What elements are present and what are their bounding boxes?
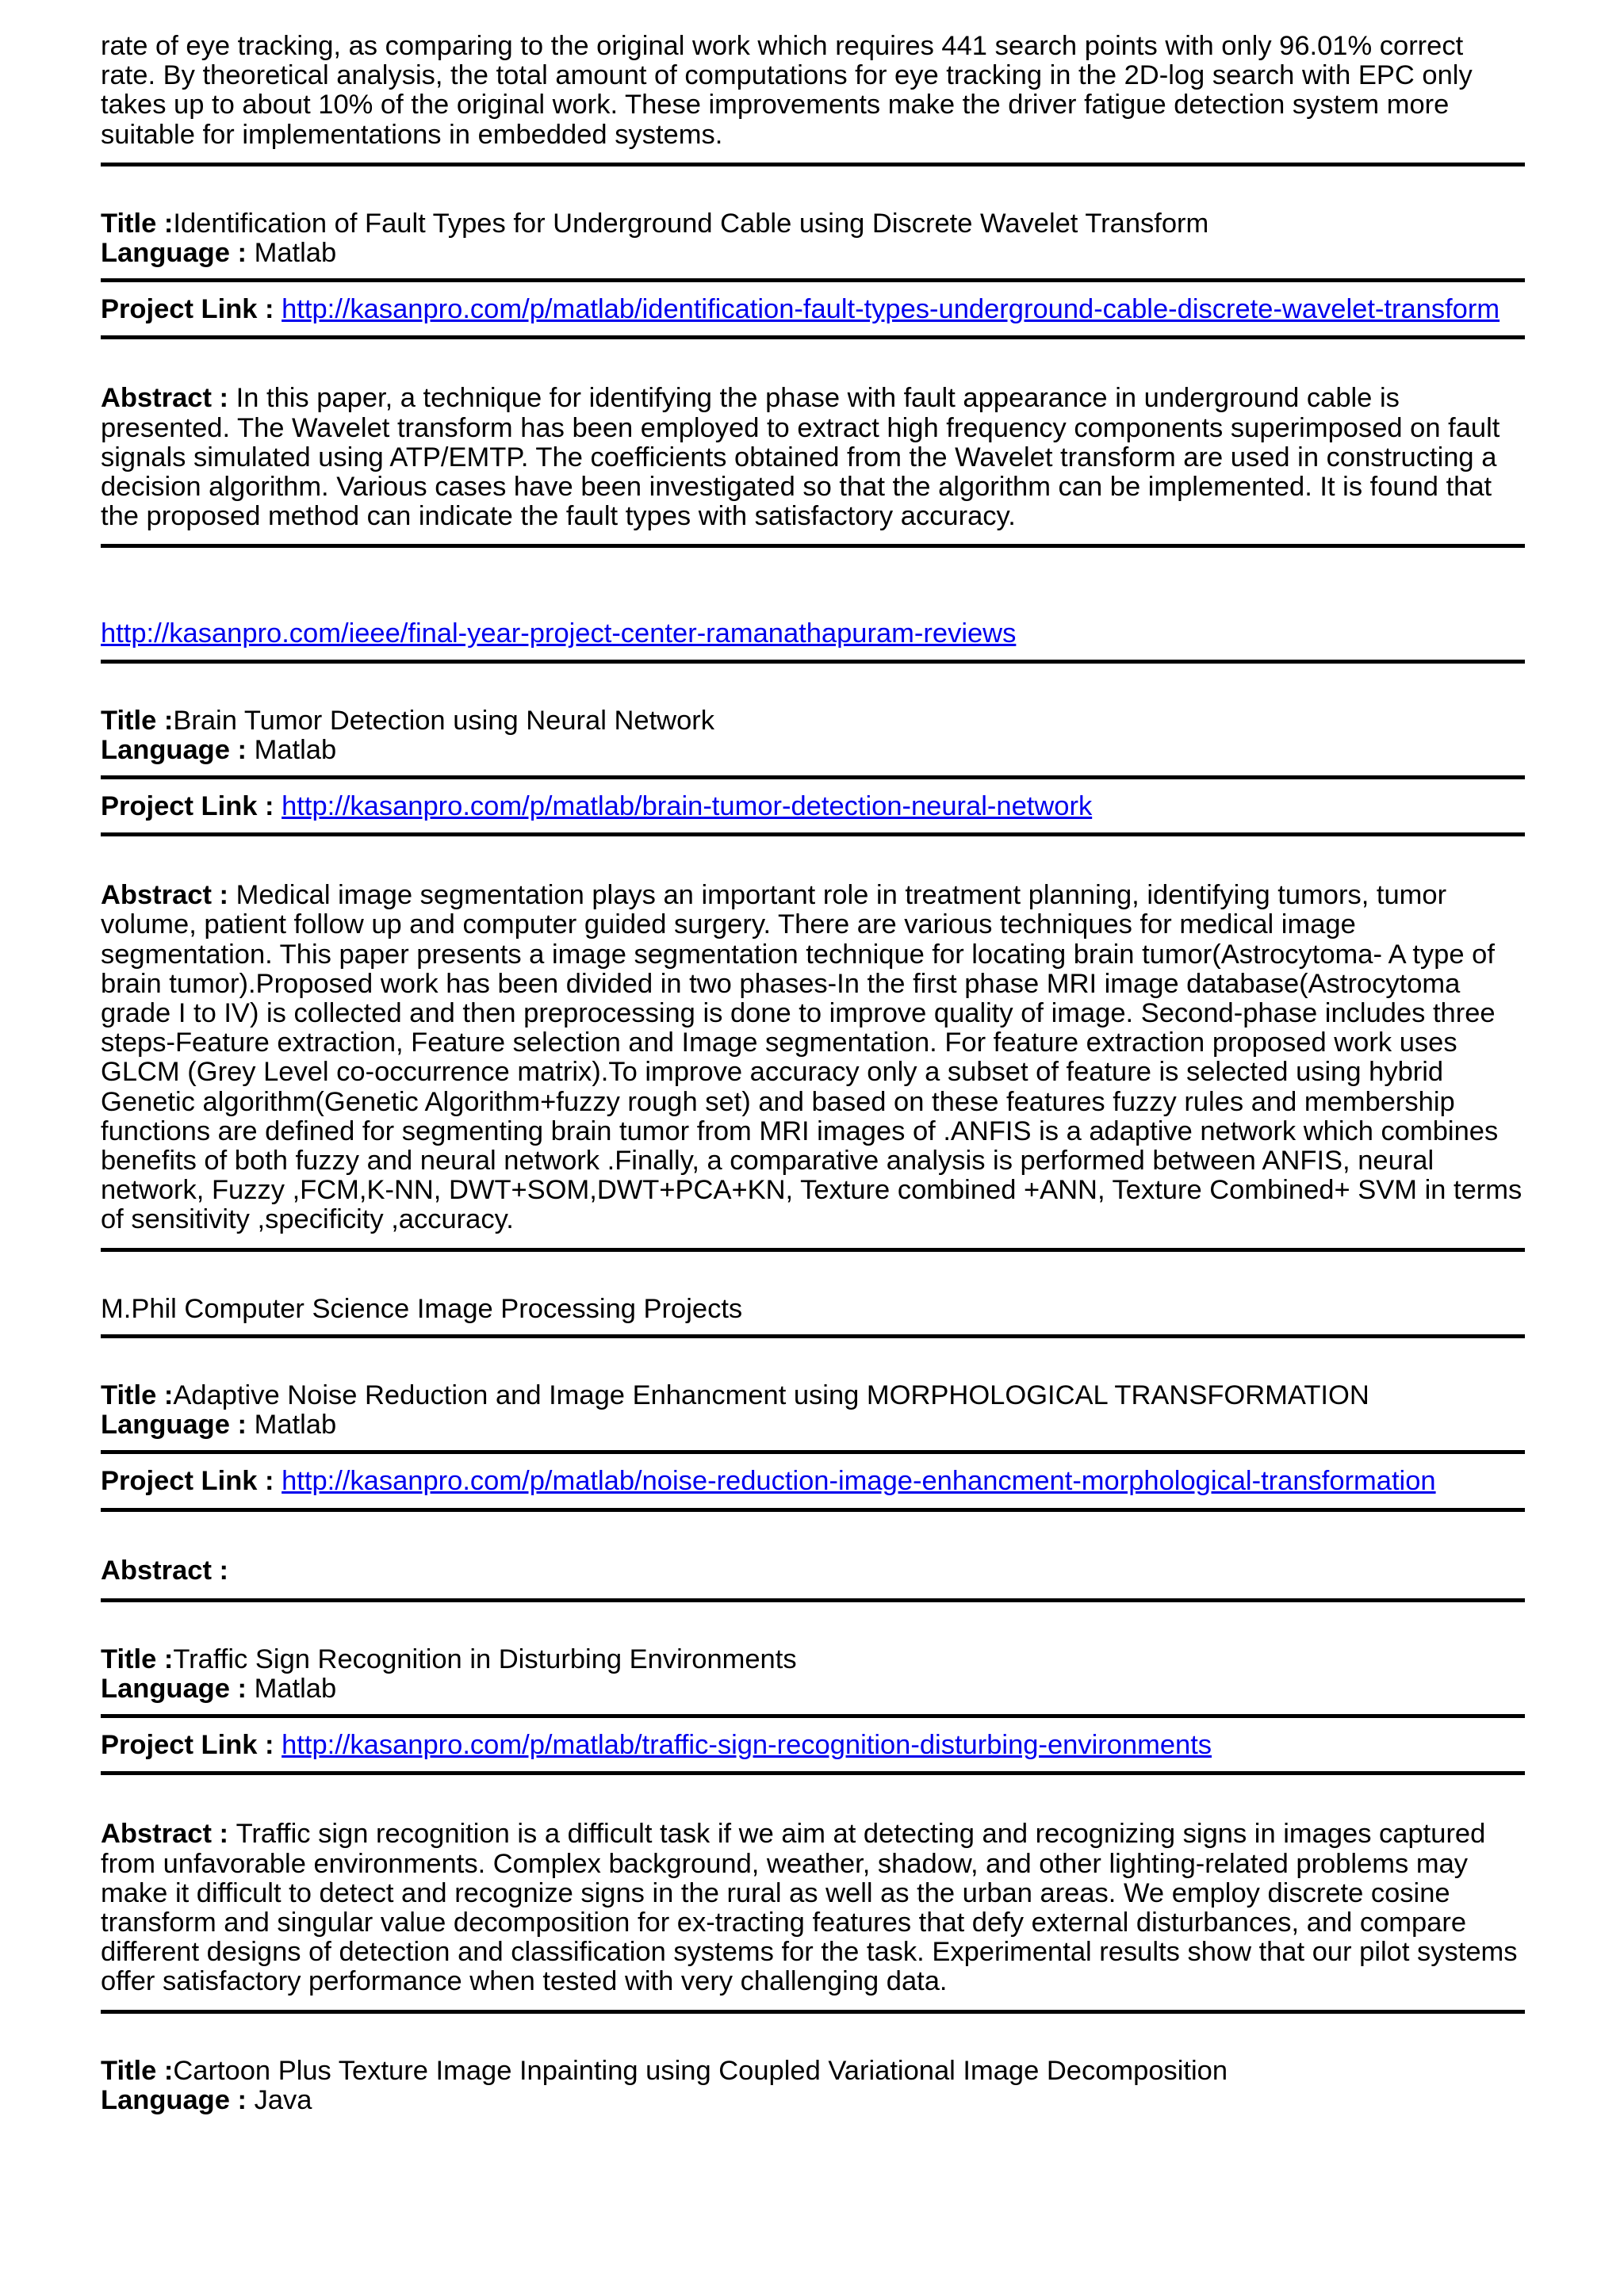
reviews-link[interactable]: http://kasanpro.com/ieee/final-year-project-center-ramanathapuram-reviews [101, 618, 1017, 649]
project-link-line [101, 792, 1525, 821]
abstract-paragraph [101, 384, 1525, 531]
title-line [101, 1645, 1525, 1674]
project-link[interactable]: http://kasanpro.com/p/matlab/brain-tumor-detection-neural-network [282, 791, 1093, 822]
language-line [101, 736, 1525, 765]
title-line [101, 1381, 1525, 1410]
divider [101, 335, 1525, 339]
title-line [101, 706, 1525, 736]
abstract-text: Medical image segmentation plays an important role in treatment planning, identifying tumors, tumor volume, patient follow up and computer guided surgery. There are various techniques for medical image segmentation. This paper presents a image segmentation technique for locating brain tumor(Astrocytoma- A type of brain tumor).Proposed work has been divided in two phases-In the first phase MRI image database(Astrocytoma grade I to IV) is collected and then preprocessing is done to improve quality of image. Second-phase includes three steps-Feature extraction, Feature selection and Image segmentation. For feature extraction proposed work uses GLCM (Grey Level co-occurrence matrix).To improve accuracy only a subset of feature is selected using hybrid Genetic algorithm(Genetic Algorithm+fuzzy rough set) and based on these features fuzzy rules and membership functions are defined for segmenting brain tumor from MRI images of .ANFIS is a adaptive network which combines benefits of both fuzzy and neural network .Finally, a comparative analysis is performed between ANFIS, neural network, Fuzzy ,FCM,K-NN, DWT+SOM,DWT+PCA+KN, Texture combined +ANN, Texture Combined+ SVM in terms of sensitivity ,specificity ,accuracy. [101, 880, 1522, 1235]
project-link-line [101, 295, 1525, 324]
language-label: Language : [101, 2084, 255, 2115]
project-link-line [101, 1731, 1525, 1760]
project-entry [101, 706, 1525, 1252]
project-title: Cartoon Plus Texture Image Inpainting using Coupled Variational Image Decomposition [173, 2055, 1228, 2086]
project-link-label: Project Link : [101, 1466, 282, 1497]
intro-paragraph: rate of eye tracking, as comparing to the original work which requires 441 search points with only 96.01% correct rate. By theoretical analysis, the total amount of computations for eye tracking in the 2D-log search with EPC only takes up to about 10% of the original work. These improvements make the driver fatigue detection system more suitable for implementations in embedded systems. [101, 31, 1473, 150]
language-line [101, 239, 1525, 268]
project-entry [101, 1381, 1525, 1602]
project-link-label: Project Link : [101, 1730, 282, 1761]
project-link-line [101, 1467, 1525, 1496]
abstract-paragraph [101, 1820, 1525, 1996]
title-label: Title : [101, 208, 174, 239]
divider [101, 278, 1525, 282]
abstract-text: In this paper, a technique for identifying the phase with fault appearance in underground cable is presented. The Wavelet transform has been employed to extract high frequency components superimposed on fault signals simulated using ATP/EMTP. The coefficients obtained from the Wavelet transform are used in constructing a decision algorithm. Various cases have been investigated so that the algorithm can be implemented. It is found that the proposed method can indicate the fault types with satisfactory accuracy. [101, 383, 1500, 532]
language-label: Language : [101, 1410, 255, 1441]
project-title: Adaptive Noise Reduction and Image Enhancment using MORPHOLOGICAL TRANSFORMATION [173, 1380, 1369, 1410]
divider [101, 832, 1525, 836]
language-line [101, 1674, 1525, 1704]
project-link[interactable]: http://kasanpro.com/p/matlab/identification-fault-types-underground-cable-discrete-wavelet-transform [282, 294, 1500, 325]
language-line [101, 1410, 1525, 1440]
language-line [101, 2086, 1525, 2115]
divider [101, 1450, 1525, 1454]
divider [101, 1248, 1525, 1252]
title-label: Title : [101, 1380, 174, 1410]
divider [101, 163, 1525, 166]
project-language: Matlab [254, 238, 337, 269]
project-title: Traffic Sign Recognition in Disturbing Environments [173, 1644, 797, 1674]
title-line [101, 2057, 1525, 2086]
language-label: Language : [101, 1673, 255, 1704]
abstract-label: Abstract : [101, 880, 236, 911]
abstract-paragraph [101, 881, 1525, 1234]
project-title: Brain Tumor Detection using Neural Network [173, 705, 714, 736]
project-link-label: Project Link : [101, 791, 282, 822]
abstract-label: Abstract : [101, 1819, 236, 1850]
title-label: Title : [101, 705, 174, 736]
project-link[interactable]: http://kasanpro.com/p/matlab/traffic-sign-recognition-disturbing-environments [282, 1730, 1212, 1761]
project-link[interactable]: http://kasanpro.com/p/matlab/noise-reduction-image-enhancment-morphological-transformation [282, 1466, 1436, 1497]
divider [101, 1714, 1525, 1718]
project-language: Matlab [254, 734, 337, 765]
divider [101, 1771, 1525, 1775]
abstract-paragraph [101, 1556, 1525, 1586]
abstract-label: Abstract : [101, 1555, 229, 1586]
language-label: Language : [101, 734, 255, 765]
divider [101, 2010, 1525, 2014]
page-content [101, 32, 1525, 2115]
title-label: Title : [101, 1644, 174, 1674]
project-language: Java [254, 2084, 312, 2115]
abstract-label: Abstract : [101, 383, 236, 414]
project-entry [101, 209, 1525, 549]
divider [101, 660, 1525, 664]
project-title: Identification of Fault Types for Underground Cable using Discrete Wavelet Transform [173, 208, 1209, 239]
divider [101, 1334, 1525, 1338]
title-label: Title : [101, 2055, 174, 2086]
language-label: Language : [101, 238, 255, 269]
project-entry [101, 1645, 1525, 2014]
divider [101, 1598, 1525, 1602]
section-heading: M.Phil Computer Science Image Processing Projects [101, 1293, 743, 1324]
abstract-text: Traffic sign recognition is a difficult task if we aim at detecting and recognizing signs in images captured from unfavorable environments. Complex background, weather, shadow, and other lighting-related problems may make it difficult to detect and recognize signs in the rural as well as the urban areas. We employ discrete cosine transform and singular value decomposition for ex-tracting features that defy external disturbances, and compare different designs of detection and classification systems for the task. Experimental results show that our pilot systems offer satisfactory performance when tested with very challenging data. [101, 1819, 1518, 1997]
project-language: Matlab [254, 1673, 337, 1704]
divider [101, 1508, 1525, 1512]
divider [101, 544, 1525, 548]
title-line [101, 209, 1525, 239]
reviews-link-line [101, 619, 1525, 649]
divider [101, 775, 1525, 779]
project-entry [101, 2057, 1525, 2115]
project-language: Matlab [254, 1410, 337, 1441]
project-link-label: Project Link : [101, 294, 282, 325]
